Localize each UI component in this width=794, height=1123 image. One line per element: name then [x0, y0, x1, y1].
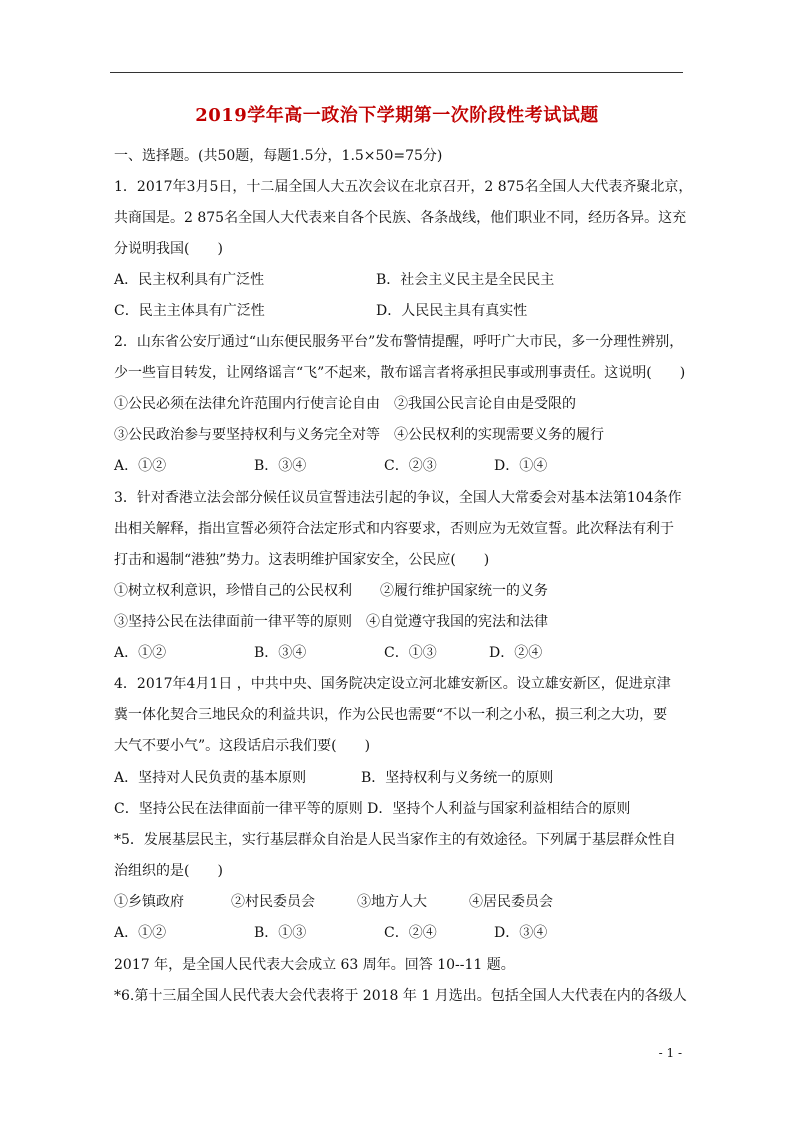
q5-line-1: *5．发展基层民主，实行基层群众自治是人民当家作主的有效途径。下列属于基层群众性自	[114, 832, 676, 848]
q4-line-3: 大气不要小气”。这段话启示我们要( )	[114, 738, 371, 754]
q5-item-4: ④居民委员会	[469, 894, 553, 910]
q1-option-d: D．人民民主具有真实性	[376, 303, 528, 319]
q2-line-3: ①公民必须在法律允许范围内行使言论自由 ②我国公民言论自由是受限的	[114, 396, 576, 412]
q3-line-2: 出相关解释，指出宣誓必须符合法定形式和内容要求，否则应为无效宣誓。此次释法有利于	[114, 521, 674, 537]
q4-option-b: B．坚持权利与义务统一的原则	[361, 770, 554, 786]
q3-line-5: ③坚持公民在法律面前一律平等的原则 ④自觉遵守我国的宪法和法律	[114, 614, 548, 630]
q2-line-2: 少一些盲目转发，让网络谣言“飞”不起来，散布谣言者将承担民事或刑事责任。这说明( )	[114, 365, 686, 381]
q2-option-d: D．①④	[494, 458, 548, 474]
q2-line-4: ③公民政治参与要坚持权利与义务完全对等 ④公民权利的实现需要义务的履行	[114, 427, 604, 443]
page-title: 2019学年高一政治下学期第一次阶段性考试试题	[195, 105, 599, 126]
q5-item-2: ②村民委员会	[231, 894, 315, 910]
q3-option-d: D．②④	[489, 645, 543, 661]
q5-option-c: C．②④	[384, 925, 437, 941]
q2-option-a: A．①②	[114, 458, 167, 474]
q5-item-3: ③地方人大	[357, 894, 427, 910]
q6-line-1: *6.第十三届全国人民代表大会代表将于 2018 年 1 月选出。包括全国人大代表在内的各级人	[114, 988, 687, 1004]
q2-line-1: 2．山东省公安厅通过“山东便民服务平台”发布警情提醒，呼吁广大市民，多一分理性辨别，	[114, 334, 684, 350]
q3-option-b: B．③④	[254, 645, 307, 661]
q3-line-1: 3．针对香港立法会部分候任议员宣誓违法引起的争议，全国人大常委会对基本法第104条作	[114, 490, 682, 506]
group-intro: 2017 年，是全国人民代表大会成立 63 周年。回答 10--11 题。	[114, 957, 515, 973]
q4-line-2: 冀一体化契合三地民众的利益共识，作为公民也需要“不以一利之小私，损三利之大功，要	[114, 707, 668, 723]
q5-line-2: 治组织的是( )	[114, 863, 223, 879]
q1-line-2: 共商国是。2 875名全国人大代表来自各个民族、各条战线，他们职业不同，经历各异。这充	[114, 210, 687, 226]
q5-option-b: B．①③	[254, 925, 307, 941]
header-rule	[110, 72, 683, 73]
q1-option-a: A．民主权利具有广泛性	[114, 272, 265, 288]
q4-options-row-2: C．坚持公民在法律面前一律平等的原则 D．坚持个人利益与国家利益相结合的原则	[114, 801, 631, 817]
q3-line-4: ①树立权利意识，珍惜自己的公民权利 ②履行维护国家统一的义务	[114, 583, 548, 599]
q3-option-c: C．①③	[384, 645, 437, 661]
q2-option-c: C．②③	[384, 458, 437, 474]
q3-option-a: A．①②	[114, 645, 167, 661]
q1-option-c: C．民主主体具有广泛性	[114, 303, 265, 319]
q3-line-3: 打击和遏制“港独”势力。这表明维护国家安全，公民应( )	[114, 552, 490, 568]
q1-line-3: 分说明我国( )	[114, 241, 223, 257]
q5-option-a: A．①②	[114, 925, 167, 941]
q1-line-1: 1．2017年3月5日，十二届全国人大五次会议在北京召开，2 875名全国人大代表齐聚北京，	[114, 179, 693, 195]
q4-option-a: A．坚持对人民负责的基本原则	[114, 770, 307, 786]
q4-line-1: 4．2017年4月1日 ，中共中央、国务院决定设立河北雄安新区。设立雄安新区，促进京津	[114, 676, 671, 692]
q5-item-1: ①乡镇政府	[114, 894, 184, 910]
q5-option-d: D．③④	[494, 925, 548, 941]
section-heading: 一、选择题。(共50题，每题1.5分，1.5×50=75分)	[114, 148, 443, 164]
page-number: - 1 -	[658, 1046, 682, 1060]
q2-option-b: B．③④	[254, 458, 307, 474]
q1-option-b: B．社会主义民主是全民民主	[376, 272, 555, 288]
